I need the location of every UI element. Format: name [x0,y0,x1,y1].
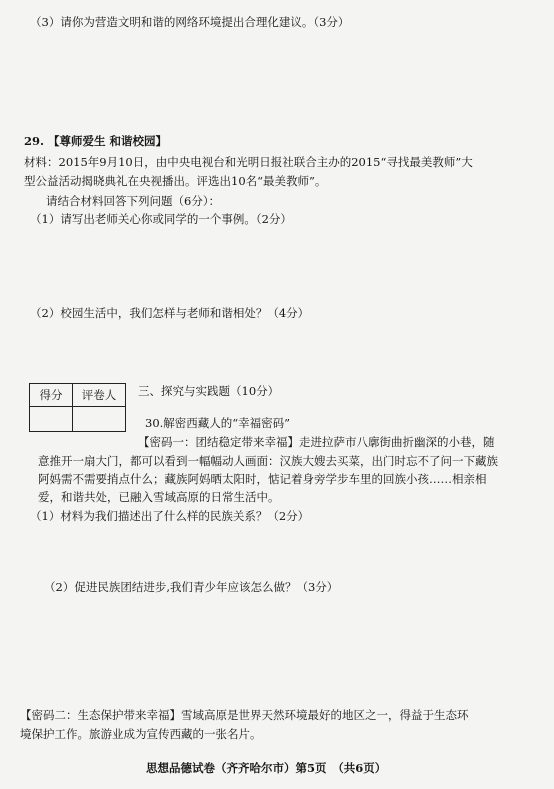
q30-part2: （2）促进民族团结进步,我们青少年应该怎么做？（3分） [44,580,339,594]
section3-title: 三、探究与实践题（10分） [138,384,280,398]
q30-code2-line2: 境保护工作。旅游业成为宣传西藏的一张名片。 [20,727,262,741]
q29-material-line1: 材料：2015年9月10日，由中央电视台和光明日报社联合主办的2015“寻找最美教师”大 [24,155,473,169]
q29-part1: （1）请写出老师关心你或同学的一个事例。（2分） [30,212,292,226]
score-table [29,383,126,432]
score-header: 得分 [30,384,73,407]
q30-code2-line1: 【密码二：生态保护带来幸福】雪域高原是世界天然环境最好的地区之一，得益于生态环 [20,708,469,722]
score-cell [30,407,73,432]
q29-material-line2: 型公益活动揭晓典礼在央视播出。评选出10名“最美教师”。 [24,174,327,188]
q30-code1-line1: 【密码一：团结稳定带来幸福】走进拉萨市八廓街曲折幽深的小巷，随 [138,435,495,449]
grader-header: 评卷人 [73,384,126,407]
q29-instruction: 请结合材料回答下列问题（6分）： [46,194,221,208]
q30-part1: （1）材料为我们描述出了什么样的民族关系？（2分） [30,509,310,523]
page-footer: 思想品德试卷（齐齐哈尔市）第5页 （共6页） [146,761,387,775]
q30-code1-line2: 意推开一扇大门，都可以看到一幅幅动人画面：汉族大嫂去买菜，出门时忘不了问一下藏族 [38,454,498,468]
q30-code1-line4: 爱，和谐共处，已融入雪域高原的日常生活中。 [38,490,280,504]
q30-code1-line3: 阿妈需不需要捎点什么；藏族阿妈晒太阳时，惦记着身旁学步车里的回族小孩……相亲相 [38,472,487,486]
q29-title: 29. 【尊师爱生 和谐校园】 [24,134,168,148]
q30-title: 30.解密西藏人的“幸福密码” [145,416,291,430]
q28-part3: （3）请你为营造文明和谐的网络环境提出合理化建议。（3分） [30,15,350,29]
grader-cell [73,407,126,432]
q29-part2: （2）校园生活中，我们怎样与老师和谐相处？（4分） [30,306,310,320]
